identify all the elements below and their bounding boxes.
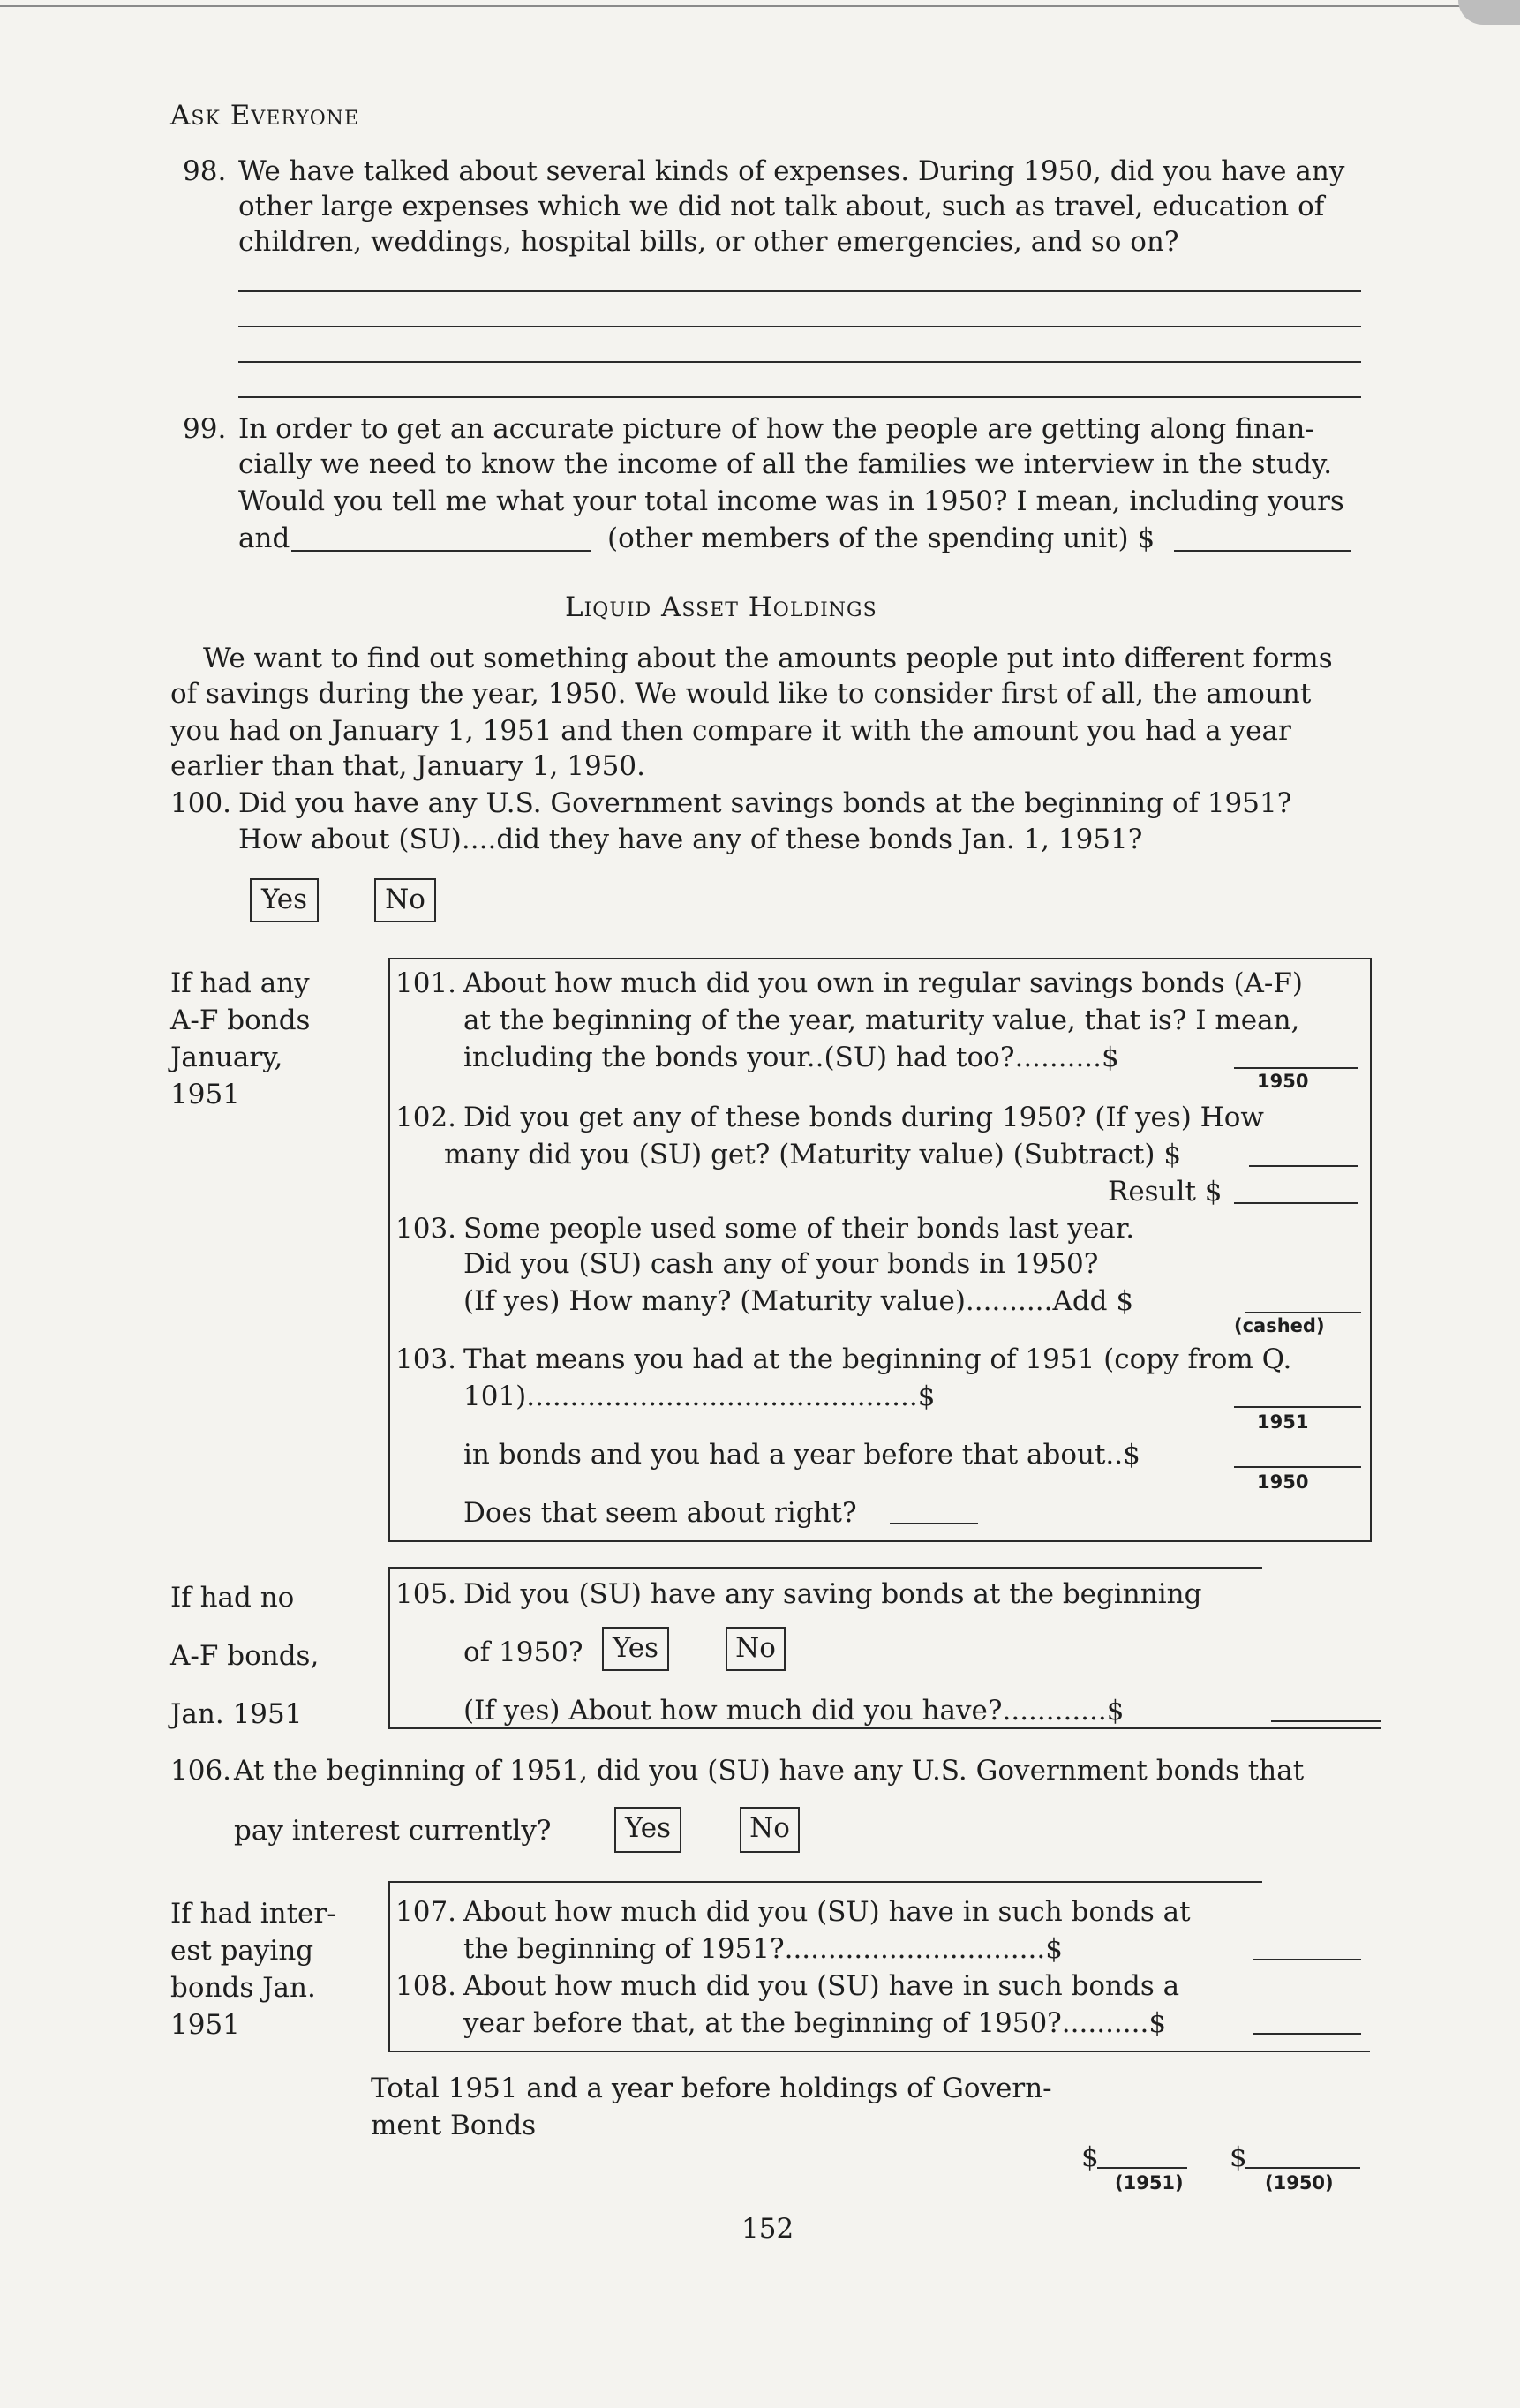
q103b-confirm-blank[interactable] [890,1523,978,1524]
q108-line-2: year before that, at the beginning of 1950?..........$ [463,2007,1167,2039]
total-1950-dollar: $ [1230,2141,1247,2173]
q107-box-bottom [388,2051,1370,2052]
total-line-2: ment Bonds [371,2110,537,2141]
q103a-number: 103. [395,1213,457,1245]
q103a-answer-blank[interactable] [1245,1312,1361,1313]
q99-line-1: In order to get an accurate picture of how the people are getting along finan- [238,413,1314,445]
q99-number: 99. [183,413,227,445]
liquid-line-4: earlier than that, January 1, 1950. [170,750,645,782]
q107-box-top [388,1881,1262,1883]
total-1950-blank[interactable] [1245,2167,1360,2169]
q102-result-blank[interactable] [1234,1202,1358,1204]
q108-number: 108. [395,1970,457,2002]
q98-line-1: We have talked about several kinds of expenses. During 1950, did you have any [238,155,1345,187]
q108-line-1: About how much did you (SU) have in such bonds a [463,1970,1180,2002]
q98-line-3: children, weddings, hospital bills, or other emergencies, and so on? [238,226,1179,258]
q102-line-1: Did you get any of these bonds during 1950? (If yes) How [463,1102,1264,1133]
q101-answer-blank[interactable] [1234,1067,1358,1069]
q103a-line-1: Some people used some of their bonds last year. [463,1213,1135,1245]
interest-condition-line-4: 1951 [170,2009,240,2041]
q103b-line-4: Does that seem about right? [463,1497,857,1529]
q103b-line-1: That means you had at the beginning of 1951 (copy from Q. [463,1343,1292,1375]
q107-answer-blank[interactable] [1253,1959,1361,1960]
q100-line-1: Did you have any U.S. Government savings bonds at the beginning of 1951? [238,787,1292,819]
q106-yes-checkbox[interactable]: Yes [614,1807,681,1853]
q98-number: 98. [183,155,227,187]
top-edge [0,5,1520,7]
q99-and: and [238,523,290,554]
q103a-line-2: Did you (SU) cash any of your bonds in 1950? [463,1248,1099,1280]
q106-line-1: At the beginning of 1951, did you (SU) have any U.S. Government bonds that [234,1755,1305,1787]
q105-box-top [388,1567,1262,1569]
noaf-condition-line-3: Jan. 1951 [170,1698,303,1730]
q105-answer-blank[interactable] [1271,1720,1381,1722]
af-condition-line-2: A-F bonds [170,1005,311,1036]
q100-no-checkbox[interactable]: No [374,878,436,922]
af-condition-line-3: January, [170,1042,283,1073]
af-condition-line-1: If had any [170,967,310,999]
q103b-year-1950: 1950 [1257,1471,1309,1493]
q100-yes-checkbox[interactable]: Yes [250,878,319,922]
q98-answer-line-3[interactable] [238,361,1361,363]
q98-answer-line-4[interactable] [238,396,1361,398]
q99-line-2: cially we need to know the income of all the families we interview in the study. [238,448,1333,480]
total-1951-dollar: $ [1081,2141,1099,2173]
q105-yes-checkbox[interactable]: Yes [602,1627,669,1671]
q102-line-2: many did you (SU) get? (Maturity value) (Subtract) $ [444,1139,1182,1170]
q105-no-checkbox[interactable]: No [726,1627,786,1671]
total-1950-label: (1950) [1265,2172,1334,2194]
q101-year: 1950 [1257,1071,1309,1092]
q103a-line-3: (If yes) How many? (Maturity value)..........Add $ [463,1285,1134,1317]
page-number: 152 [741,2213,794,2245]
interest-condition-line-2: est paying [170,1935,314,1967]
q106-number: 106. [170,1755,232,1787]
q105-line-2: of 1950? [463,1637,583,1668]
q103b-1950-blank[interactable] [1234,1466,1361,1468]
q105-line-3: (If yes) About how much did you have?............$ [463,1695,1125,1727]
noaf-condition-line-1: If had no [170,1582,295,1614]
q101-line-3: including the bonds your..(SU) had too?..........$ [463,1042,1119,1073]
q103b-1951-blank[interactable] [1234,1406,1361,1408]
q103b-number: 103. [395,1343,457,1375]
total-1951-blank[interactable] [1097,2167,1187,2169]
q107-box-left [388,1881,390,2051]
q107-line-1: About how much did you (SU) have in such bonds at [463,1896,1191,1928]
q103b-line-2: 101).............................................$ [463,1381,936,1412]
q107-number: 107. [395,1896,457,1928]
q103a-cashed-label: (cashed) [1234,1315,1325,1336]
liquid-heading: Liquid Asset Holdings [565,591,877,623]
liquid-line-3: you had on January 1, 1951 and then compare it with the amount you had a year [170,715,1291,747]
q105-number: 105. [395,1578,457,1610]
af-condition-line-4: 1951 [170,1079,240,1110]
q102-result: Result $ [1108,1176,1223,1208]
q102-answer-blank[interactable] [1249,1165,1358,1167]
q101-number: 101. [395,967,457,999]
q108-answer-blank[interactable] [1253,2033,1361,2035]
section-label: Ask Everyone [170,100,360,132]
page-corner [1458,0,1520,25]
q103b-line-3: in bonds and you had a year before that about..$ [463,1439,1140,1471]
q99-line-3: Would you tell me what your total income was in 1950? I mean, including yours [238,485,1344,517]
q98-answer-line-1[interactable] [238,290,1361,292]
q99-members-blank[interactable] [291,550,591,552]
q98-line-2: other large expenses which we did not talk about, such as travel, education of [238,191,1325,222]
total-line-1: Total 1951 and a year before holdings of Govern- [371,2073,1052,2104]
liquid-line-2: of savings during the year, 1950. We would like to consider first of all, the amount [170,678,1312,710]
q107-line-2: the beginning of 1951?..............................$ [463,1933,1063,1965]
q99-others-text: (other members of the spending unit) $ [607,523,1155,554]
q103b-year-1951: 1951 [1257,1411,1309,1433]
q101-line-1: About how much did you own in regular savings bonds (A-F) [463,967,1304,999]
q100-line-2: How about (SU)....did they have any of these bonds Jan. 1, 1951? [238,824,1143,855]
q102-number: 102. [395,1102,457,1133]
q99-income-blank[interactable] [1174,550,1351,552]
q105-line-1: Did you (SU) have any saving bonds at the beginning [463,1578,1202,1610]
q98-answer-line-2[interactable] [238,326,1361,327]
q105-box-left [388,1567,390,1727]
q100-number: 100. [170,787,232,819]
q106-no-checkbox[interactable]: No [740,1807,800,1853]
interest-condition-line-1: If had inter- [170,1898,336,1930]
liquid-line-1: We want to find out something about the amounts people put into different forms [203,643,1333,674]
total-1951-label: (1951) [1115,2172,1184,2194]
q106-line-2: pay interest currently? [234,1815,552,1847]
noaf-condition-line-2: A-F bonds, [170,1640,320,1672]
interest-condition-line-3: bonds Jan. [170,1972,316,2004]
q101-line-2: at the beginning of the year, maturity value, that is? I mean, [463,1005,1300,1036]
